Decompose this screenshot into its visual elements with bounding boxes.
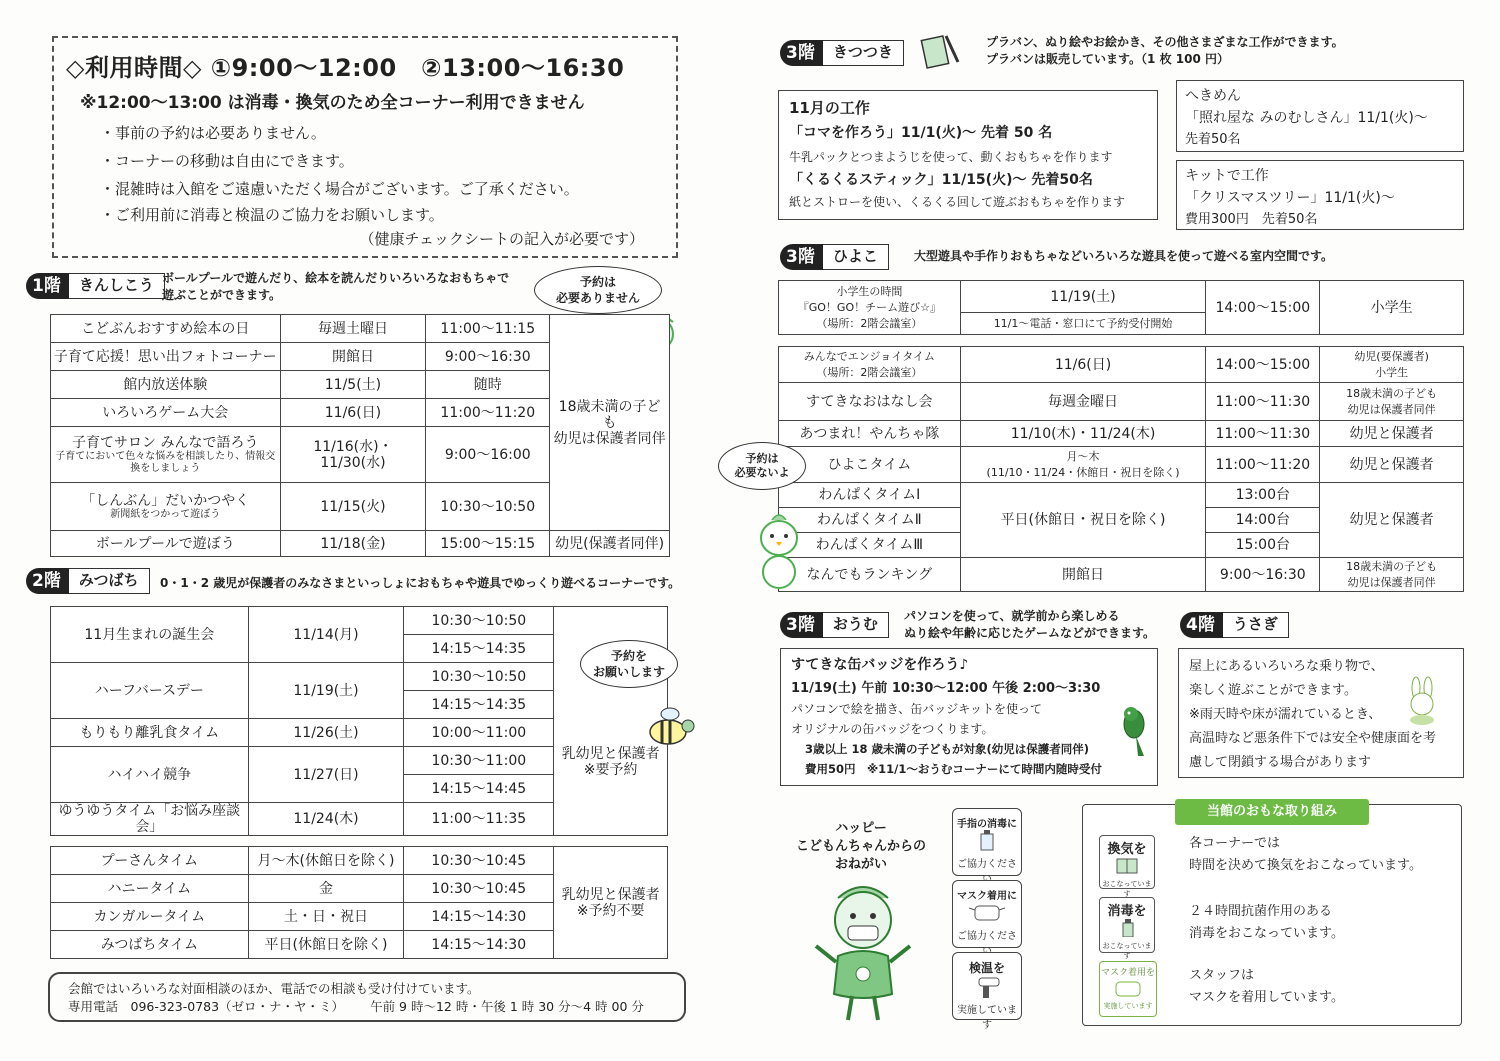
target-text: 乳幼児と保護者 bbox=[561, 886, 660, 903]
event-time: 14:00～15:00 bbox=[1206, 347, 1320, 383]
event-name: カンガルータイム bbox=[51, 903, 249, 931]
event-name bbox=[779, 347, 961, 383]
floor-badge: 3階 bbox=[780, 244, 823, 270]
window-icon bbox=[1107, 857, 1147, 875]
event-date: 月～木(休館日を除く) bbox=[248, 847, 404, 875]
mascot-icon bbox=[808, 876, 918, 1026]
title-line: こどもんちゃんからの bbox=[796, 839, 927, 854]
card-title: マスク着用を bbox=[1100, 968, 1155, 978]
box-line: 屋上にあるいろいろな乗り物で、 bbox=[1189, 659, 1384, 674]
event-date: 平日(休館日を除く) bbox=[248, 931, 404, 959]
event-target bbox=[1320, 383, 1464, 421]
bubble-text: 必要ありません bbox=[555, 291, 640, 305]
event-place: （場所：2階会議室） bbox=[816, 365, 923, 379]
event-time: 10:30～10:50 bbox=[426, 483, 550, 531]
event-date: 11/10(木)・11/24(木) bbox=[960, 421, 1206, 447]
event-date: 11/18(金) bbox=[280, 531, 426, 557]
event-date: 11/5(土) bbox=[280, 371, 426, 399]
event-time: 10:30～10:50 bbox=[404, 663, 554, 691]
table-row bbox=[51, 531, 670, 557]
effort-text bbox=[1189, 901, 1344, 945]
usage-notice-box bbox=[52, 36, 678, 258]
box-line: 11/19(土) 午前 10:30～12:00 午後 2:00～3:30 bbox=[791, 681, 1101, 696]
event-name bbox=[51, 427, 281, 483]
event-name: わんぱくタイムⅢ bbox=[779, 533, 961, 558]
event-name: わんぱくタイムⅡ bbox=[779, 508, 961, 533]
date-text: 月～木 bbox=[1066, 449, 1100, 463]
box-line: 牛乳パックとつまようじを使って、動くおもちゃを作ります bbox=[789, 150, 1113, 164]
floor1-description bbox=[162, 270, 509, 304]
floor-badge: 3階 bbox=[780, 612, 823, 638]
target-text: 幼児は保護者同伴 bbox=[1347, 402, 1436, 416]
floor-badge: 4階 bbox=[1180, 612, 1223, 638]
event-date: 11/6(日) bbox=[960, 347, 1206, 383]
event-name: すてきなおはなし会 bbox=[779, 383, 961, 421]
event-time: 11:00～11:20 bbox=[426, 399, 550, 427]
contact-phone: 専用電話 096-323-0783（ゼロ・ナ・ヤ・ミ） bbox=[68, 999, 345, 1014]
temperature-request-card bbox=[952, 952, 1022, 1031]
target-text: ※予約不要 bbox=[576, 902, 645, 919]
event-date: 11/26(土) bbox=[248, 719, 404, 747]
can-badge-box bbox=[780, 648, 1158, 786]
target-text: 乳幼児と保護者 bbox=[561, 746, 660, 762]
floor2-regular-table bbox=[50, 846, 668, 959]
event-time: 11:00～11:20 bbox=[1206, 447, 1320, 483]
card-title: 手指の消毒に bbox=[957, 819, 1017, 830]
box-line: 3歳以上 18 歳未満の子どもが対象(幼児は保護者同伴) bbox=[805, 742, 1090, 756]
floor-name: うさぎ bbox=[1223, 612, 1289, 638]
notice-bullet: ・ご利用前に消毒と検温のご協力をお願いします。 bbox=[100, 206, 444, 224]
event-name: いろいろゲーム大会 bbox=[51, 399, 281, 427]
event-time: 14:15～14:35 bbox=[404, 691, 554, 719]
event-name: ハニータイム bbox=[51, 875, 249, 903]
event-time: 9:00～16:30 bbox=[426, 343, 550, 371]
box-line: 楽しく遊ぶことができます。 bbox=[1189, 683, 1357, 698]
event-date: 11/19(土) bbox=[960, 281, 1206, 313]
box-title: キットで工作 bbox=[1185, 168, 1269, 184]
effort-line: 消毒をおこなっています。 bbox=[1189, 926, 1344, 941]
table-row bbox=[51, 315, 670, 343]
event-time: 10:00～11:00 bbox=[404, 719, 554, 747]
box-line: 紙とストローを使い、くるくる回して遊ぶおもちゃを作ります bbox=[789, 195, 1126, 209]
event-date: 毎週金曜日 bbox=[960, 383, 1206, 421]
floor-name: おうむ bbox=[823, 612, 889, 638]
event-name: プーさんタイム bbox=[51, 847, 249, 875]
card-title: 検温を bbox=[968, 961, 1005, 975]
target-text: 幼児は保護者同伴 bbox=[1347, 575, 1436, 589]
card-sub: おこなっています bbox=[1102, 880, 1152, 898]
thermometer-icon bbox=[967, 976, 1007, 998]
event-date: 毎週土曜日 bbox=[280, 315, 426, 343]
event-time: 11:00～11:15 bbox=[426, 315, 550, 343]
speech-bubble bbox=[718, 442, 806, 490]
box-line: 高温時など悪条件下では安全や健康面を考 bbox=[1189, 731, 1437, 746]
event-time: 14:15～14:45 bbox=[404, 775, 554, 803]
box-line: パソコンで絵を描き、缶バッジキットを使って bbox=[791, 702, 1043, 716]
event-time: 10:30～10:45 bbox=[404, 875, 554, 903]
notice-bullet: ・混雑時は入館をご遠慮いただく場合がございます。ご了承ください。 bbox=[100, 180, 579, 198]
event-time: 10:30～11:00 bbox=[404, 747, 554, 775]
bubble-text: 必要ないよ bbox=[734, 466, 790, 479]
event-title: 子育てサロン みんなで語ろう bbox=[72, 434, 259, 451]
floor3-hiyoko-description: 大型遊具や手作りおもちゃなどいろいろな遊具を使って遊べる室内空間です。 bbox=[914, 249, 1334, 263]
usage-warning: ※12:00～13:00 は消毒・換気のため全コーナー利用できません bbox=[80, 93, 585, 113]
box-line: 費用300円 先着50名 bbox=[1185, 212, 1318, 227]
craft-icon bbox=[918, 30, 964, 72]
target-text: 小学生 bbox=[1375, 365, 1409, 379]
event-name: 子育て応援！思い出フォトコーナー bbox=[51, 343, 281, 371]
bubble-text: 予約を bbox=[610, 649, 647, 663]
bubble-text: お願いします bbox=[592, 665, 665, 679]
sanitizer-icon bbox=[967, 830, 1007, 852]
mask-staff-card bbox=[1099, 961, 1157, 1017]
event-date: 11/6(日) bbox=[280, 399, 426, 427]
card-title: 消毒を bbox=[1107, 904, 1147, 919]
event-date: 金 bbox=[248, 875, 404, 903]
event-name: こどぶんおすすめ絵本の日 bbox=[51, 315, 281, 343]
title-line: ハッピー bbox=[835, 821, 887, 836]
event-date: 11/14(月) bbox=[248, 607, 404, 663]
event-date: 11/15(火) bbox=[280, 483, 426, 531]
box-title: へきめん bbox=[1185, 88, 1241, 104]
desc-line: ぬり絵や年齢に応じたゲームなどができます。 bbox=[904, 626, 1156, 640]
mascot-request-title bbox=[796, 820, 926, 874]
desc-line: 遊ぶことができます。 bbox=[162, 288, 282, 302]
event-time: 9:00～16:00 bbox=[426, 427, 550, 483]
event-date: 平日(休館日・祝日を除く) bbox=[960, 483, 1206, 558]
card-title: 換気を bbox=[1107, 842, 1147, 857]
floor-badge: 1階 bbox=[26, 273, 69, 299]
event-title: 「しんぶん」だいかつやく bbox=[81, 492, 250, 509]
notice-bullet: ・コーナーの移動は自由にできます。 bbox=[100, 152, 354, 170]
event-time: 15:00～15:15 bbox=[426, 531, 550, 557]
floor2-description: 0・1・2 歳児が保護者のみなさまといっしょにおもちゃや遊具でゆっくり遊べるコーナーです。 bbox=[160, 576, 681, 590]
event-target: 幼児と保護者 bbox=[1320, 483, 1464, 558]
event-name: もりもり離乳食タイム bbox=[51, 719, 249, 747]
floor-name: きんしこう bbox=[69, 273, 165, 299]
floor3-kitsutsuki-header bbox=[780, 40, 904, 66]
event-time: 14:15～14:30 bbox=[404, 931, 554, 959]
event-name: なんでもランキング bbox=[779, 558, 961, 592]
card-sub: 実施しています bbox=[957, 1005, 1017, 1031]
floor1-schedule-table bbox=[50, 314, 670, 557]
event-date: 開館日 bbox=[280, 343, 426, 371]
floor3-hiyoko-header bbox=[780, 244, 889, 270]
bubble-text: 予約は bbox=[745, 452, 779, 465]
event-target bbox=[554, 847, 668, 959]
floor1-header bbox=[26, 273, 165, 299]
chick-icon bbox=[752, 508, 806, 594]
event-time: 14:15～14:30 bbox=[404, 903, 554, 931]
speech-bubble bbox=[534, 266, 662, 314]
event-date bbox=[960, 447, 1206, 483]
effort-line: マスクを着用しています。 bbox=[1189, 990, 1344, 1005]
effort-text bbox=[1189, 833, 1422, 877]
mask-icon bbox=[967, 902, 1007, 924]
effort-line: 各コーナーでは bbox=[1189, 836, 1281, 851]
event-name: 館内放送体験 bbox=[51, 371, 281, 399]
event-target: 幼児と保護者 bbox=[1320, 447, 1464, 483]
box-line: 「クリスマスツリー」11/1(火)～ bbox=[1185, 190, 1395, 206]
event-title: 『GO！GO！チーム遊び☆』 bbox=[797, 300, 941, 314]
card-sub: ご協力くださ bbox=[957, 931, 1017, 942]
notice-bullet: ・事前の予約は必要ありません。 bbox=[100, 124, 326, 142]
target-text: 18歳未満の子ども bbox=[1346, 559, 1438, 573]
event-target: 幼児と保護者 bbox=[1320, 421, 1464, 447]
ventilation-card bbox=[1099, 835, 1155, 898]
event-target: 幼児(保護者同伴) bbox=[550, 531, 670, 557]
event-date: 開館日 bbox=[960, 558, 1206, 592]
target-text: 18歳未満の子ども bbox=[558, 398, 661, 431]
november-craft-box bbox=[778, 90, 1158, 220]
usage-hours: ◇利用時間◇ ①9:00～12:00 ②13:00～16:30 bbox=[66, 54, 625, 82]
mask-request-card bbox=[952, 880, 1022, 948]
spray-icon bbox=[1107, 919, 1147, 937]
desc-line: ボールプールで遊んだり、絵本を読んだりいろいろなおもちゃで bbox=[162, 271, 510, 285]
title-line: おねがい bbox=[834, 857, 887, 872]
box-line: オリジナルの缶バッジをつくります。 bbox=[791, 722, 994, 736]
event-target bbox=[1320, 558, 1464, 592]
event-time: 14:00台 bbox=[1206, 508, 1320, 533]
event-time: 10:30～10:45 bbox=[404, 847, 554, 875]
card-sub: おこなっています bbox=[1102, 942, 1152, 960]
floor3-oumu-description bbox=[904, 608, 1155, 642]
event-note: 11/1～電話・窓口にて予約受付開始 bbox=[960, 313, 1206, 335]
event-target: 小学生 bbox=[1320, 281, 1464, 335]
speech-bubble bbox=[580, 640, 678, 688]
event-title: 小学生の時間 bbox=[836, 284, 903, 298]
hiyoko-schedule-table bbox=[778, 346, 1464, 592]
event-name: わんぱくタイムⅠ bbox=[779, 483, 961, 508]
bubble-text: 予約は bbox=[579, 275, 616, 289]
efforts-box bbox=[1082, 804, 1462, 1026]
floor-badge: 2階 bbox=[26, 568, 69, 594]
event-time: 11:00～11:35 bbox=[404, 803, 554, 836]
event-subtitle: 新聞紙をつかって遊ぼう bbox=[110, 508, 221, 520]
box-title: すてきな缶バッジを作ろう♪ bbox=[791, 657, 969, 673]
floor-name: みつばち bbox=[69, 568, 150, 594]
notice-tail: （健康チェックシートの記入が必要です） bbox=[359, 230, 644, 248]
target-text: 幼児は保護者同伴 bbox=[553, 430, 666, 447]
kit-craft-box bbox=[1176, 160, 1464, 230]
effort-text bbox=[1189, 965, 1344, 1009]
event-name bbox=[779, 281, 961, 335]
event-time: 14:15～14:35 bbox=[404, 635, 554, 663]
event-name: ボールプールで遊ぼう bbox=[51, 531, 281, 557]
box-line: 費用50円 ※11/1～おうむコーナーにて時間内随時受付 bbox=[805, 762, 1102, 776]
event-date: 11/19(土) bbox=[248, 663, 404, 719]
box-line: 「照れ屋な みのむしさん」11/1(火)～ bbox=[1185, 110, 1428, 126]
table-row bbox=[779, 558, 1464, 592]
floor-name: きつつき bbox=[823, 40, 904, 66]
floor4-header bbox=[1180, 612, 1289, 638]
event-place: （場所：2階会議室） bbox=[816, 316, 923, 330]
desc-line: パソコンを使って、就学前から楽しめる bbox=[904, 609, 1120, 623]
event-date: 11/27(日) bbox=[248, 747, 404, 803]
desc-line: プラバン、ぬり絵やお絵かき、その他さまざまな工作ができます。 bbox=[986, 35, 1344, 49]
effort-line: ２４時間抗菌作用のある bbox=[1189, 904, 1333, 919]
floor2-header bbox=[26, 568, 150, 594]
box-line: 先着50名 bbox=[1185, 132, 1241, 147]
table-row bbox=[779, 383, 1464, 421]
event-time: 10:30～10:50 bbox=[404, 607, 554, 635]
event-time: 13:00台 bbox=[1206, 483, 1320, 508]
efforts-title: 当館のおもな取り組み bbox=[1175, 799, 1369, 825]
card-title: マスク着用に bbox=[957, 891, 1017, 902]
event-time: 14:00～15:00 bbox=[1206, 281, 1320, 335]
floor-badge: 3階 bbox=[780, 40, 823, 66]
card-sub: 実施しています bbox=[1103, 1002, 1153, 1010]
event-date: 11/24(木) bbox=[248, 803, 404, 836]
box-title: 11月の工作 bbox=[789, 99, 870, 117]
mask-icon bbox=[1108, 978, 1148, 998]
desc-line: プラバンは販売しています。（1 枚 100 円） bbox=[986, 52, 1229, 66]
floor3-oumu-header bbox=[780, 612, 889, 638]
event-time: 9:00～16:30 bbox=[1206, 558, 1320, 592]
event-name: あつまれ！やんちゃ隊 bbox=[779, 421, 961, 447]
parrot-icon bbox=[1118, 702, 1154, 758]
floor-name: ひよこ bbox=[823, 244, 889, 270]
wall-craft-box bbox=[1176, 80, 1464, 152]
event-date: 11/16(水)・11/30(水) bbox=[280, 427, 426, 483]
date-text: (11/10・11/24・休館日・祝日を除く) bbox=[986, 465, 1180, 479]
event-target bbox=[1320, 347, 1464, 383]
table-row bbox=[779, 421, 1464, 447]
floor3-kitsutsuki-description bbox=[986, 34, 1344, 68]
event-name: ハイハイ競争 bbox=[51, 747, 249, 803]
event-title: みんなでエンジョイタイム bbox=[803, 349, 935, 363]
event-time: 15:00台 bbox=[1206, 533, 1320, 558]
effort-line: 時間を決めて換気をおこなっています。 bbox=[1189, 858, 1422, 873]
card-sub: ご協力くださ bbox=[957, 859, 1017, 870]
event-time: 11:00～11:30 bbox=[1206, 383, 1320, 421]
event-name bbox=[51, 483, 281, 531]
table-row bbox=[779, 281, 1464, 313]
event-time: 随時 bbox=[426, 371, 550, 399]
phone-consultation-box bbox=[48, 972, 686, 1022]
target-text: 幼児(要保護者) bbox=[1354, 349, 1429, 363]
disinfection-card bbox=[1099, 897, 1155, 960]
event-subtitle: 子育てにおいて色々な悩みを相談したり、情報交換をしましょう bbox=[55, 450, 276, 474]
box-line: 「くるくるスティック」11/15(火)～ 先着50名 bbox=[789, 172, 1093, 188]
box-line: 「コマを作ろう」11/1(火)～ 先着 50 名 bbox=[789, 125, 1053, 141]
effort-line: スタッフは bbox=[1189, 968, 1255, 983]
target-text: ※要予約 bbox=[583, 762, 638, 778]
floor2-schedule-table bbox=[50, 606, 668, 836]
contact-hours: 午前 9 時～12 時・午後 1 時 30 分～4 時 00 分 bbox=[370, 999, 644, 1014]
hiyoko-top-table bbox=[778, 280, 1464, 335]
bee-icon bbox=[640, 702, 700, 752]
contact-text: 会館ではいろいろな対面相談のほか、電話での相談も受け付けています。 bbox=[68, 981, 480, 996]
target-text: 18歳未満の子ども bbox=[1346, 386, 1438, 400]
box-line: 慮して閉鎖する場合があります bbox=[1189, 755, 1372, 770]
event-name: ひよこタイム bbox=[779, 447, 961, 483]
event-name: ハーフバースデー bbox=[51, 663, 249, 719]
event-name: みつばちタイム bbox=[51, 931, 249, 959]
event-name: ゆうゆうタイム「お悩み座談会」 bbox=[51, 803, 249, 836]
event-target bbox=[550, 315, 670, 531]
table-row bbox=[779, 447, 1464, 483]
event-date: 土・日・祝日 bbox=[248, 903, 404, 931]
table-row bbox=[51, 847, 668, 875]
table-row bbox=[779, 483, 1464, 508]
table-row bbox=[779, 347, 1464, 383]
event-name: 11月生まれの誕生会 bbox=[51, 607, 249, 663]
table-row bbox=[51, 607, 668, 635]
box-line: ※雨天時や床が濡れているとき、 bbox=[1189, 707, 1382, 722]
rabbit-icon bbox=[1398, 676, 1448, 726]
sanitize-request-card bbox=[952, 808, 1022, 876]
event-time: 11:00～11:30 bbox=[1206, 421, 1320, 447]
